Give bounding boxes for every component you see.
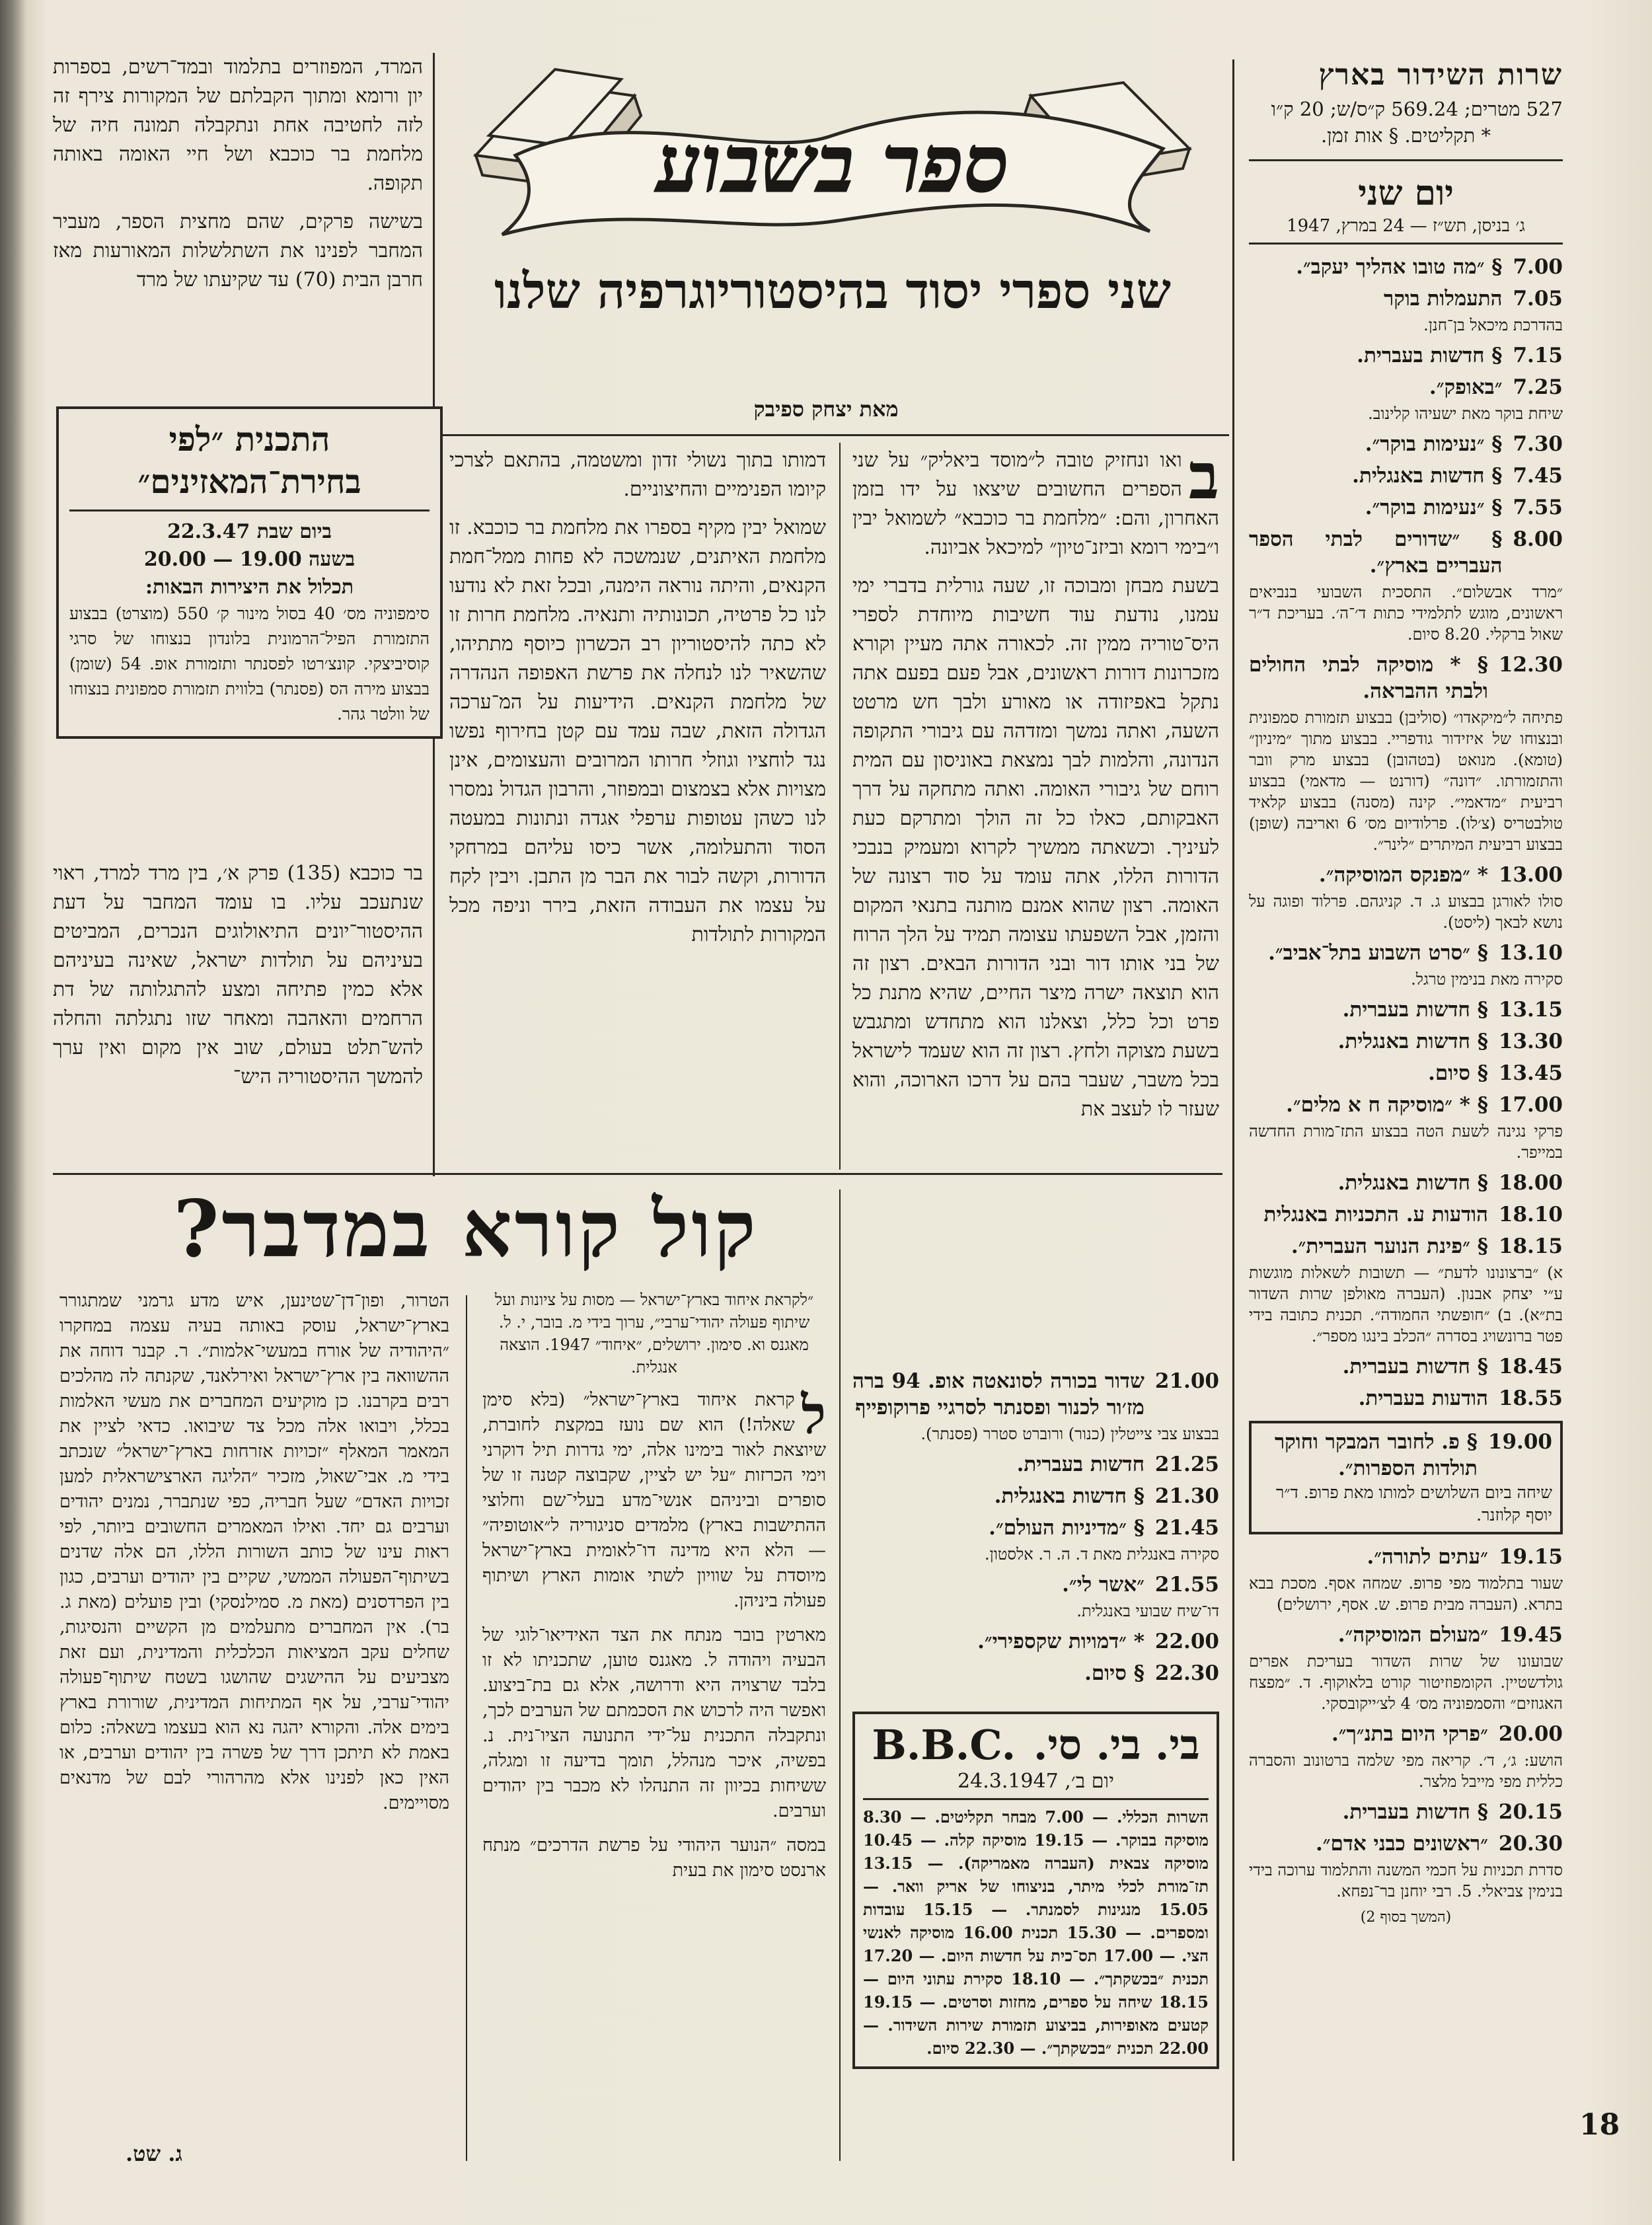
program-line — [1249, 1622, 1563, 1648]
program-time: 21.00 — [1154, 1369, 1219, 1393]
program-time: 22.30 — [1154, 1661, 1219, 1685]
program-name: הודעות ע. התכניות באנגלית — [1263, 1203, 1488, 1226]
article-headline: שני ספרי יסוד בהיסטוריוגרפיה שלנו — [494, 263, 1172, 320]
program-item — [1249, 285, 1563, 336]
program-item — [1249, 1060, 1563, 1086]
program-item — [1249, 342, 1563, 369]
program-desc: שיחה ביום השלושים למותו מאת פרופ. ד״ר יוסף קלוזנר. — [1276, 1483, 1552, 1525]
station-legend: * תקליטים. § אות זמן. — [1320, 124, 1491, 147]
program-time: 13.15 — [1498, 998, 1563, 1022]
program-item — [852, 1660, 1219, 1686]
box-time: בשעה 19.00 — 20.00 — [143, 548, 356, 571]
program-time: 7.00 — [1513, 255, 1563, 279]
program-name: § סיום. — [1428, 1061, 1488, 1085]
program-time: 20.15 — [1498, 1800, 1563, 1824]
bbc-date: יום ב׳, 24.3.1947 — [863, 1770, 1209, 1800]
program-name: § חדשות באנגלית. — [1352, 464, 1503, 488]
article-paragraph: בשישה פרקים, שהם מחצית הספר, מעביר המחבר לפנינו את השתלשלות המאורעות מאז חרבן הבית (70) עד שקיעתו של מרד — [53, 210, 423, 291]
article-byline: מאת יצחק ספיבק — [753, 396, 899, 422]
kol-paragraph: מארטין בובר מנתח את הצד האידיאו־לוגי של הבעיה ויהודה ל. מאגנס טוען, שתכניתו לא זו בלבד שרצויה היא ודרושה, אלא גם בת־ביצוע. ואפשר היה לרכוש את הסכמתם של הערבים לכך, ונתקבלה התכנית על־ידי התנועה הציו־נית. נ. בפשיה, איכר מנהלל, תומך בדיעה זו ומגלה, ששיחות בכיוון זה התנהלו לא מכבר בין יהודים וערבים. — [482, 1625, 826, 1821]
program-line — [1249, 1060, 1563, 1086]
program-time: 21.25 — [1154, 1452, 1219, 1476]
box-date: ביום שבת 22.3.47 — [167, 520, 332, 543]
program-item — [1249, 1622, 1563, 1714]
program-item — [1249, 494, 1563, 521]
program-line — [1249, 1385, 1563, 1412]
program-item — [852, 1483, 1219, 1509]
program-line — [1249, 494, 1563, 521]
drop-cap: ב — [1188, 439, 1219, 513]
program-name: § * מוסיקה לבתי החולים ולבתי ההבראה. — [1249, 653, 1488, 703]
program-name: § חדשות באנגלית. — [994, 1484, 1145, 1508]
article-paragraph: ואו ונחזיק טובה ל״מוסד ביאליק״ על שני הספרים החשובים שיצאו על ידו בזמן האחרון, והם: ״מלחמת בר כוכבא״ לשמואל יבין ו״בימי רומא וביזנ־טיון״ למיכאל אביונה. — [852, 449, 1219, 559]
program-line — [1249, 1544, 1563, 1570]
program-name: § פ. לחובר המבקר וחוקר תולדות הספרות״. — [1274, 1430, 1478, 1480]
program-item — [1249, 862, 1563, 933]
program-desc: סקירה באנגלית מאת ד. ה. ר. אלסטון. — [985, 1545, 1219, 1564]
program-item — [1249, 997, 1563, 1023]
program-time: 18.00 — [1498, 1171, 1563, 1195]
program-time: 7.25 — [1513, 375, 1563, 399]
program-item — [852, 1571, 1219, 1622]
program-name: § ״מדיניות העולם״. — [989, 1516, 1145, 1540]
program-desc: שיחת בוקר מאת ישעיהו קלינוב. — [1368, 404, 1563, 423]
program-time: 13.10 — [1498, 941, 1563, 965]
program-name: § ״נעימות בוקר״. — [1365, 432, 1503, 456]
program-line — [1249, 997, 1563, 1023]
program-desc: הושע: ג׳, ד׳. קריאה מפי שלמה ברטונוב והסברה כללית מפי מייבל מלצר. — [1249, 1751, 1563, 1791]
program-name: § ״שדורים לבתי הספר העבריים בארץ״. — [1249, 527, 1503, 578]
program-name: § * ״מוסיקה ח א מלים״. — [1286, 1093, 1488, 1117]
program-time: 7.30 — [1513, 432, 1563, 456]
program-name: ״מעולם המוסיקה״. — [1337, 1623, 1488, 1647]
evening-programs — [852, 1368, 1219, 1692]
program-line — [1249, 1353, 1563, 1380]
program-name: § חדשות בעברית. — [1342, 998, 1488, 1022]
program-line — [1249, 940, 1563, 966]
program-name: הודעות בעברית. — [1358, 1386, 1488, 1410]
program-item — [1249, 652, 1563, 855]
program-line — [1249, 862, 1563, 888]
program-line — [1249, 1721, 1563, 1747]
program-name: § חדשות בעברית. — [1342, 1800, 1488, 1824]
program-time: 18.10 — [1498, 1203, 1563, 1226]
program-line — [852, 1483, 1219, 1509]
program-name: § חדשות באנגלית. — [1337, 1030, 1488, 1053]
article-column-far-2 — [53, 859, 423, 1101]
program-item — [1249, 254, 1563, 280]
column-rule — [466, 1295, 467, 2161]
program-line — [1249, 652, 1563, 704]
article-paragraph: שמואל יבין מקיף בספרו את מלחמת בר כוכבא. זו מלחמת האיתנים, שנמשכה לא פחות ממל־חמת הקנאים, והיתה נוראה הימנה, ובכל זאת לא נודעו לנו כל פרטיה, תכונותיה ותנאיה. מלחמת חרות זו לא כתה להיסטוריון רב הכשרון כיוסף מתתיהו, שהשאיר לנו לנחלה את פרשת האפופה הנהדרה של מלחמת הקנאים. הידיעות על המ־ערכה הגדולה הזאת, שבה עמד עם קטן בחירוף נפשו נגד לוחציו וגוזלי חרותו המרובים והעצומים, אינן מצויות אלא בצמצום ובמפוזר, והרבון הגדול נמסרו לנו כשהן עטופות ערפלי אגדה ונתונות במעטה הסוד והתעלומה, אשר כיסו עליהם במרחקי הדורות, וקשה לבור את הבר מן התבן. ויבין לקח על עצמו את העבודה הזאת, בירר וניפה מכל המקורות לתולדות — [449, 516, 826, 946]
column-rule — [839, 1189, 841, 2161]
bbc-title — [863, 1721, 1209, 1770]
program-line — [852, 1368, 1219, 1421]
program-list — [1249, 254, 1563, 1412]
program-line — [1249, 1830, 1563, 1857]
program-item — [1249, 1353, 1563, 1380]
program-line — [1249, 526, 1563, 579]
program-line — [1249, 1170, 1563, 1196]
article-paragraph: בר כוכבא (135) פרק א׳, בין מרד למרד, ראוי שנתעכב עליו. בו עומד המחבר על דעת ההיסטור־יונים התיאולוגים הנכרים, המביטים בעיניהם על תולדות ישראל, שאינה בעיניהם אלא כמין פתיחה ומצע להתגלותה של דת הרחמים והאהבה ומאחר שזו נתגלתה והחלה להש־תלט בעולם, שוב אין מקום ואין ערך להמשך ההיסטוריה היש־ — [53, 862, 423, 1088]
program-line — [1249, 1028, 1563, 1055]
program-name: שדור בכורה לסונאטה אופ. 94 ברה מז׳ור לכנור ופסנתר לסרגיי פרוקופייף — [852, 1369, 1145, 1419]
program-desc: א) ״ברצונונו לדעת״ — תשובות לשאלות מוגשות ע״י יצחק אבנון. (העברה מאולפן שרות השדור בת״א). ב) ״חופשתי החמודה״. תכנית כתובה בידי פטר ברונשויג בסדרה ״הכלב בינגו מספר״. — [1249, 1263, 1563, 1345]
program-time: 8.00 — [1513, 527, 1563, 551]
kol-column-a — [482, 1289, 826, 1893]
program-time: 17.00 — [1498, 1093, 1563, 1117]
program-time: 12.30 — [1498, 653, 1563, 677]
program-line — [852, 1571, 1219, 1598]
program-list-evening — [1249, 1544, 1563, 1902]
article-column-far — [53, 53, 423, 304]
program-item — [1249, 1385, 1563, 1412]
program-item — [852, 1451, 1219, 1478]
program-item — [1249, 374, 1563, 424]
program-name: ״באופק״. — [1429, 375, 1503, 399]
program-name: § ״סרט השבוע בתל־אביב״. — [1268, 941, 1488, 965]
column-rule — [839, 443, 841, 1170]
banner-text: ספר בשבוע — [656, 118, 1009, 211]
program-desc: ״מרד אבשלום״. התסכית השבועי בנביאים ראשונים, מוגש לתלמידי כתות ד׳־ה׳. בעריכת ד״ר שאול ברקלי. 8.20 סיום. — [1249, 583, 1563, 644]
program-line — [852, 1660, 1219, 1686]
program-desc: סולו לאורגן בבצוע ג. ד. קניגהם. פרלוד ופוגה על נושא לבאך (ליסט). — [1249, 892, 1563, 932]
radio-schedule-column — [1249, 58, 1563, 1926]
program-desc: סדרת תכניות על חכמי המשנה והתלמוד ערוכה בידי בנימין צביאלי. 5. רבי יוחנן בר־נפחא. — [1249, 1861, 1563, 1901]
program-line — [1249, 463, 1563, 489]
program-desc: בבצוע צבי צייטלין (כנור) ורוברט סטרר (פסנתר). — [920, 1425, 1219, 1443]
program-item — [1249, 1028, 1563, 1055]
drop-cap: ל — [801, 1384, 826, 1446]
column-rule — [1232, 59, 1234, 2161]
program-item — [1249, 463, 1563, 489]
program-desc: שבועונו של שרות השדור בעריכת אפרים גולדשטיין. הקומפוזיטור קורט בלאוקוף. ד. ״מפצח האגוזים״ והסמפוניה מס׳ 4 לצ׳ייקובסקי. — [1249, 1652, 1563, 1713]
box-title: התכנית ״לפי בחירת־המאזינים״ — [69, 418, 430, 511]
program-item — [1249, 1201, 1563, 1228]
program-line — [1249, 1201, 1563, 1228]
article-paragraph: דמותו בתוך נשולי זדון ומשטמה, בהתאם לצרכי קיומו הפנימיים והחיצוניים. — [449, 449, 826, 501]
program-line — [1249, 285, 1563, 312]
program-time: 19.45 — [1498, 1623, 1563, 1647]
program-desc: בהדרכת מיכאל בן־חנן. — [1423, 316, 1563, 334]
program-item — [1249, 1799, 1563, 1825]
kol-column-b — [59, 1289, 449, 1825]
bbc-body: השרות הכללי. — 7.00 מבחר תקליטים. — 8.30 מוסיקה בבוקר. — 19.15 מוסיקה קלה. — 10.45 מוסיקה צבאית (העברה מאמריקה). — 13.15 תז־מורת לכלי מיתר, בניצוחו של אריק וואר. — 15.05 מנגינות לסמנתר. — 15.15 עובדות ומספרים. — 15.30 תכנית 16.00 מוסיקה לאנשי הצי. — 17.00 תס־כית על חדשות היום. — 17.20 תכנית ״בכשקתך״. — 18.10 סקירת עתוני היום — 18.15 שיחה על ספרים, מחזות וסרטים. — 19.15 קטעים מאופירות, בביצוע תזמורת שירות השידור. — 22.00 תכנית ״בכשקתך״. — 22.30 סיום. — [863, 1807, 1209, 2058]
section-rule — [53, 1173, 1222, 1175]
program-time: 7.55 — [1513, 496, 1563, 519]
box-body: סימפוניה מס׳ 40 בסול מינור ק׳ 550 (מוצרט) בבצוע התזמורת הפיל־הרמונית בלונדון בנצוחו של סרגי קוסיביצקי. קונצ׳רטו לפסנתר ותזמורת אופ. 54 (שומן) בבצוע מירה הס (פסנתר) בלווית תזמורת סמפונית בנצוחו של וולטר גהר. — [69, 604, 430, 724]
day-date: ג׳ בניסן, תש״ז — 24 במרץ, 1947 — [1249, 216, 1563, 245]
program-time: 7.15 — [1513, 344, 1563, 367]
program-item — [852, 1368, 1219, 1445]
program-time: 21.55 — [1154, 1573, 1219, 1597]
program-item — [1249, 1721, 1563, 1792]
evening-list — [852, 1368, 1219, 1686]
program-line — [1249, 431, 1563, 457]
program-item — [1249, 1544, 1563, 1615]
program-name: ״פרקי היום בתנ״ך״. — [1332, 1722, 1488, 1746]
kol-intro: ״לקראת איחוד בארץ־ישראל — מסות על ציונות ועל שיתוף פעולה יהודי־ערבי״, ערוך בידי מ. בובר, י. ל. מאגנס וא. סימון. ירושלים, ״איחוד״ 1947. הוצאה אנגלית. — [494, 1291, 814, 1376]
divider — [1249, 159, 1563, 161]
kol-paragraph: קראת איחוד בארץ־ישראל״ (בלא סימן שאלה!) הוא שם נועז במקצת לחוברת, שיוצאת לאור בימינו אלה, ימי גדרות תיל דוקרני וימי הכרזות ״על יש לציין, שקבוצה קטנה זו של סופרים וביניהם אנשי־מדע בעלי־שם וחלוצי ההתישבות בארץ) מלמדים סניגוריה ל״אוטופיה״ — הלא היא מדינה דו־לאומית בארץ־ישראל מיוסדת על שוויון לשתי אומות הארץ ושיתוף פעולה ביניהן. — [482, 1390, 826, 1611]
program-time: 19.00 — [1487, 1430, 1552, 1454]
program-line — [1249, 1233, 1563, 1260]
program-desc: שעור בתלמוד מפי פרופ. שמחה אסף. מסכת בבא בתרא. (העברה מבית פרופ. ש. אסף, ירושלים) — [1249, 1574, 1563, 1614]
program-name: § ״נעימות בוקר״. — [1365, 496, 1503, 519]
program-time: 18.55 — [1498, 1386, 1563, 1410]
program-name: ״עתים לתורה״. — [1367, 1545, 1488, 1569]
article-paragraph: בשעת מבחן ומבוכה זו, שעה גורלית בדברי ימי עמנו, נודעת עוד חשיבות מיוחדת לספרי היס־טוריה ממין זה. לכאורה אתה מעיין וקורא מזכרונות דורות ראשונים, אבל פעם בפעם אתה נתקל באפיזודה או מאורע ולבך חש מרטט השעה, ואתה נמשך ומזדהה עם גיבורי התקופה הנדונה, והלמות לבך נמצאת באוניסון עם המית רוחם של גיבורי האומה. ואתה מתחקה על דרך האבקותם, כאלו כל זה הולך ומתרקם כעת לעיניך. וכשאתה ממשיך לקרוא ומעמיק בנבכי הדורות הללו, אתה עומד על סוד רצונה של האומה. רצון שהוא אמנם מותנה בתנאי המקום והזמן, אבל השפעתו עצומה תמיד על הלך הרוח של בני אותו דור ובני הדורות הבאים. רצון זה הוא תוצאה ישרה מיצר החיים, שהיא מתנת כל פרט וכל כלל, וצאלנו הוא מתחדש ומתגבש בשעת מצוקה ולחץ. רצון זה הוא שעמד לישראל בכל משבר, שעבר בהם על דרכו הארוכה, והוא שעזר לו לעצב את — [852, 574, 1219, 1121]
program-line — [1249, 374, 1563, 400]
kol-signature: ג. שט. — [126, 2141, 182, 2166]
program-desc: סקירה מאת בנימין טרגל. — [1411, 970, 1563, 989]
continued-note: (המשך בסוף 2) — [1360, 1909, 1452, 1926]
program-item — [1249, 1170, 1563, 1196]
program-line — [1249, 1092, 1563, 1118]
boxed-program — [1249, 1421, 1563, 1534]
program-name: § ״מה טובו אהליך יעקב״. — [1296, 255, 1503, 279]
program-desc: פתיחה ל״מיקאדו״ (סוליבן) בבצוע תזמורת סמפונית ובנצוחו של איזידור גודפריי. בבצוע מתוך ״מיניון״ (טומא). מנואט (בטהובן) בבצוע מרק וובר והתזמורתו. ״דונה״ (דורנט — מדאמי) בבצוע רביעית ״מדאמי״. קינה (מסנה) בבצוע קלאיד טולבטריס (צ׳לו). פרלודיום מס׳ 6 ואריבה (שופן) בבצוע רביעית המיתרים ״לינר״. — [1249, 708, 1563, 854]
program-name: § חדשות באנגלית. — [1337, 1171, 1488, 1195]
program-time: 19.15 — [1498, 1545, 1563, 1569]
program-line — [1249, 1799, 1563, 1825]
listener-request-box — [56, 406, 443, 739]
box-intro: תכלול את היצירות הבאות: — [145, 576, 354, 599]
banner-scroll — [463, 56, 1203, 241]
article-column-left — [449, 446, 826, 959]
article-paragraph: המרד, המפוזרים בתלמוד ובמד־רשים, בספרות יון ורומא ומתוך הקבלתם של המקורות צירף זה לזה לחטיבה אחת ונתקבלה תמונה חיה של מלחמת בר כוכבא ושל חיי האומה באותה תקופה. — [53, 56, 423, 195]
program-item — [852, 1628, 1219, 1655]
program-time: 13.30 — [1498, 1030, 1563, 1053]
program-time: 7.05 — [1513, 287, 1563, 311]
station-frequency: 527 מטרים; 569.24 ק״ס/ש; 20 ק״ו — [1271, 98, 1563, 120]
program-time: 7.45 — [1513, 464, 1563, 488]
bbc-section — [852, 1712, 1219, 2069]
program-name: § סיום. — [1084, 1661, 1145, 1685]
kol-headline: קול קורא במדבר? — [173, 1183, 759, 1275]
program-time: 13.00 — [1498, 863, 1563, 887]
program-desc: דו־שיח שבועי באנגלית. — [1076, 1602, 1219, 1620]
kol-paragraph: הטרור, ופון־דן־שטינען, איש מדע גרמני שמתגורר בארץ־ישראל, עוסק באותה בעיה עצמה במחקרו ״היהודיה של אורח במעשי־אלמות״. ר. קבנר דוחה את ההשוואה בין ארץ־ישראל ואירלאנד, שקנתה לה מהלכים רבים בקרבנו. כן מוקיעים המחברים את מעשי האלמות בכלל, ויבואו אלה מכל צד שיבואו. כדאי לציין את המאמר המאלף ״זכויות אזרחות בארץ־ישראל״ שנכתב בידי מ. אבי־שאול, מזכיר ״הליגה הארצישראלית למען זכויות האדם״ שעל חבריה, כפי שנתברר, נמנים יהודים וערבים גם יחד. ואילו המאמרים החשובים ביותר, לפי ראות עינו של כותב השורות הללו, הם אלה שדנים בשיתוף־הפעולה הממשי, שקיים בין יהודים וערבים, כגון בין הפרדסנים (מאת מ. סמילנסקי) ובין פועלים (מאת ג. בר). אין המחברים מתעלמים מן הקשיים והנסיגות, שחלים עקב המציאות הכלכלית והמדינית, ועם זאת מצביעים על ההישגים שהושגו בשטח שיתוף־פעולה יהודי־ערבי, על אף המתיחות המדינית, שורורת בארץ בימים אלה. והקורא יהגה נא הוא בעצמו בשאלה: כלום באמת לא תיתכן דרך של פשרה בין יהודים וערבים, או האין כאן לפנינו אלא מהרהורי לבם של מדנאים מסויימים. — [59, 1291, 449, 1813]
program-line — [1249, 342, 1563, 369]
program-name: § ״פינת הנוער העברית״. — [1291, 1234, 1488, 1258]
bbc-title-en: B.B.C. — [872, 1721, 1016, 1769]
program-item — [1259, 1429, 1552, 1482]
headline-rule — [430, 434, 1229, 436]
station-title: שרות השידור בארץ — [1318, 58, 1563, 92]
program-name: * ״דמויות שקספירי״. — [977, 1630, 1145, 1653]
program-desc: פרקי נגינה לשעת הטה בבצוע התז־מורת החדשה במייפר. — [1249, 1122, 1563, 1162]
program-item — [1249, 1092, 1563, 1163]
program-time: 21.45 — [1154, 1516, 1219, 1540]
program-line — [1249, 254, 1563, 280]
program-line — [852, 1628, 1219, 1655]
program-time: 21.30 — [1154, 1484, 1219, 1508]
program-time: 13.45 — [1498, 1061, 1563, 1085]
program-name: * ״מפנקס המוסיקה״. — [1318, 863, 1488, 887]
program-line — [852, 1515, 1219, 1541]
program-time: 18.15 — [1498, 1234, 1563, 1258]
program-item — [852, 1515, 1219, 1565]
program-name: § חדשות בעברית. — [1357, 344, 1503, 367]
program-time: 22.00 — [1154, 1630, 1219, 1653]
program-item — [1249, 1830, 1563, 1902]
program-line — [852, 1451, 1219, 1478]
program-name: חדשות בעברית. — [1016, 1452, 1145, 1476]
program-item — [1249, 940, 1563, 990]
program-time: 18.45 — [1498, 1355, 1563, 1378]
program-name: § חדשות בעברית. — [1342, 1355, 1488, 1378]
program-time: 20.00 — [1498, 1722, 1563, 1746]
program-item — [1249, 431, 1563, 457]
program-name: ״ראשונים כבני אדם״. — [1315, 1832, 1488, 1856]
program-item — [1249, 526, 1563, 645]
day-title: יום שני — [1358, 173, 1454, 213]
program-time: 20.30 — [1498, 1832, 1563, 1856]
program-item — [1249, 1233, 1563, 1347]
bbc-title-he: בי. בי. סי. — [1033, 1721, 1200, 1769]
kol-paragraph: במסה ״הנוער היהודי על פרשת הדרכים״ מנתח ארנסט סימון את בעית — [482, 1835, 826, 1881]
program-name: התעמלות בוקר — [1384, 287, 1503, 311]
program-name: ״אשר לי״. — [1062, 1573, 1145, 1597]
article-column-right — [852, 439, 1219, 1133]
page-number: 18 — [1579, 2108, 1620, 2142]
